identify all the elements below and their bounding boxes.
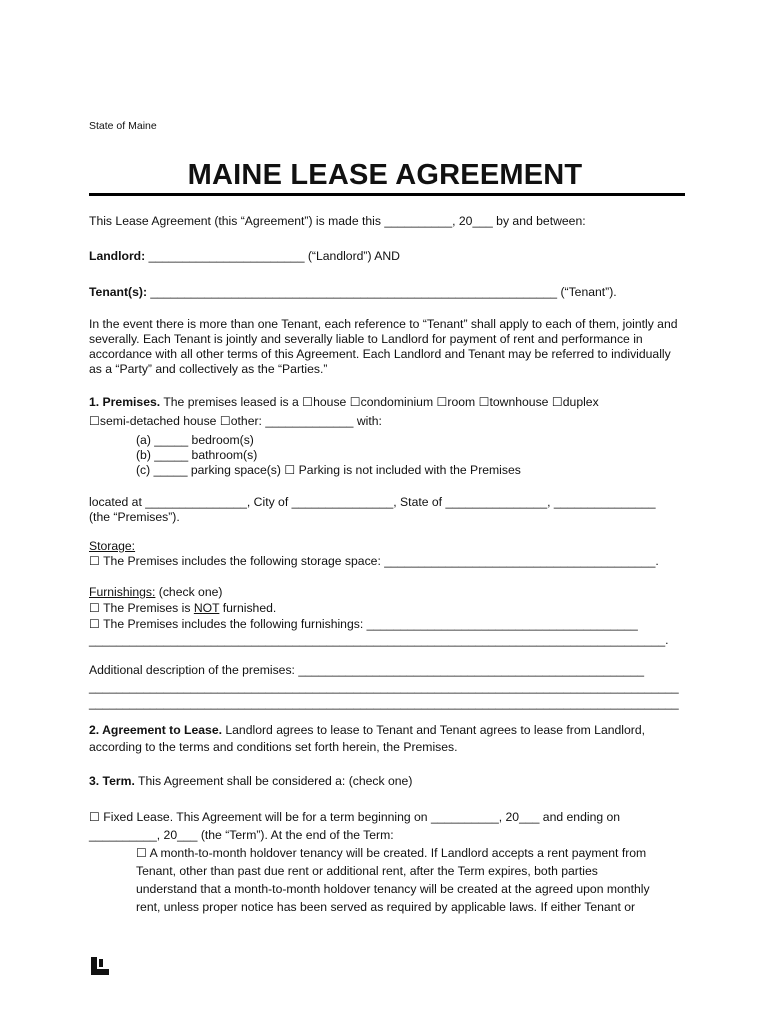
premises-heading: 1. Premises. <box>89 395 161 409</box>
tenant-line <box>89 284 617 300</box>
landlord-line <box>89 248 400 264</box>
fixed-lease-line-1: ☐ Fixed Lease. This Agreement will be for a term beginning on __________, 20___ and ending on <box>89 810 621 824</box>
tenant-label: Tenant(s): <box>89 285 147 299</box>
furnishings-heading: Furnishings: (check one) <box>89 585 223 599</box>
tenant-blank: ____________________________________________________________ (“Tenant”). <box>147 285 617 299</box>
agreement-to-lease-line-2: according to the terms and conditions set forth herein, the Premises. <box>89 740 458 754</box>
premises-definition: (the “Premises”). <box>89 510 180 524</box>
landlord-label: Landlord: <box>89 249 146 263</box>
parking-item: (c) _____ parking space(s) ☐ Parking is not included with the Premises <box>136 463 521 477</box>
bathrooms-item: (b) _____ bathroom(s) <box>136 448 258 462</box>
furnished-option: ☐ The Premises includes the following furnishings: ________________________________________ <box>89 617 638 631</box>
term-line: 3. Term. This Agreement shall be considered a: (check one) <box>89 774 413 788</box>
premises-type-line-2: ☐semi-detached house ☐other: _____________ with: <box>89 414 382 428</box>
additional-description-blank-2: _______________________________________________________________________________________ <box>89 696 679 710</box>
title-rule <box>89 193 685 196</box>
premises-type-line <box>89 394 599 410</box>
joint-liability-paragraph: In the event there is more than one Tenant, each reference to “Tenant” shall apply to each of them, jointly and severally. Each Tenant is jointly and severally liable to Landlord for payment of rent and performance in accordance with all other terms of this Agreement. Each Landlord and Tenant may be referred to individually as a “Party” and collectively as the “Parties.” <box>89 317 678 376</box>
holdover-line-3: understand that a month-to-month holdover tenancy will be created at the agreed upon monthly <box>136 882 650 896</box>
brand-logo-icon <box>91 957 109 975</box>
state-label: State of Maine <box>89 120 157 132</box>
holdover-line-2: Tenant, other than past due rent or additional rent, after the Term expires, both parties <box>136 864 598 878</box>
furnished-option-continued: _____________________________________________________________________________________. <box>89 633 669 647</box>
holdover-line-1: ☐ A month-to-month holdover tenancy will be created. If Landlord accepts a rent payment from <box>136 846 647 860</box>
storage-heading: Storage: <box>89 539 136 553</box>
fixed-lease-line-2: __________, 20___ (the “Term”). At the end of the Term: <box>89 828 394 842</box>
additional-description-blank-1: _______________________________________________________________________________________ <box>89 680 679 694</box>
located-line: located at _______________, City of _______________, State of _______________, _______________ <box>89 495 656 509</box>
holdover-line-4: rent, unless proper notice has been served as required by applicable laws. If either Tenant or <box>136 900 636 914</box>
document-title: MAINE LEASE AGREEMENT <box>187 159 583 191</box>
premises-types: The premises leased is a ☐house ☐condominium ☐room ☐townhouse ☐duplex <box>160 395 599 409</box>
agreement-date-line: This Lease Agreement (this “Agreement”) is made this __________, 20___ by and between: <box>89 214 586 228</box>
landlord-blank: _______________________ (“Landlord”) AND <box>145 249 400 263</box>
additional-description-line: Additional description of the premises: ___________________________________________________ <box>89 663 645 677</box>
bedrooms-item: (a) _____ bedroom(s) <box>136 433 254 447</box>
agreement-to-lease-heading: 2. Agreement to Lease. <box>89 723 222 737</box>
storage-line: ☐ The Premises includes the following storage space: ________________________________________. <box>89 554 659 568</box>
not-furnished-option: ☐ The Premises is NOT furnished. <box>89 601 277 615</box>
term-heading: 3. Term. <box>89 774 135 788</box>
agreement-to-lease-line-1: 2. Agreement to Lease. Landlord agrees to lease to Tenant and Tenant agrees to lease from Landlord, <box>89 723 646 737</box>
